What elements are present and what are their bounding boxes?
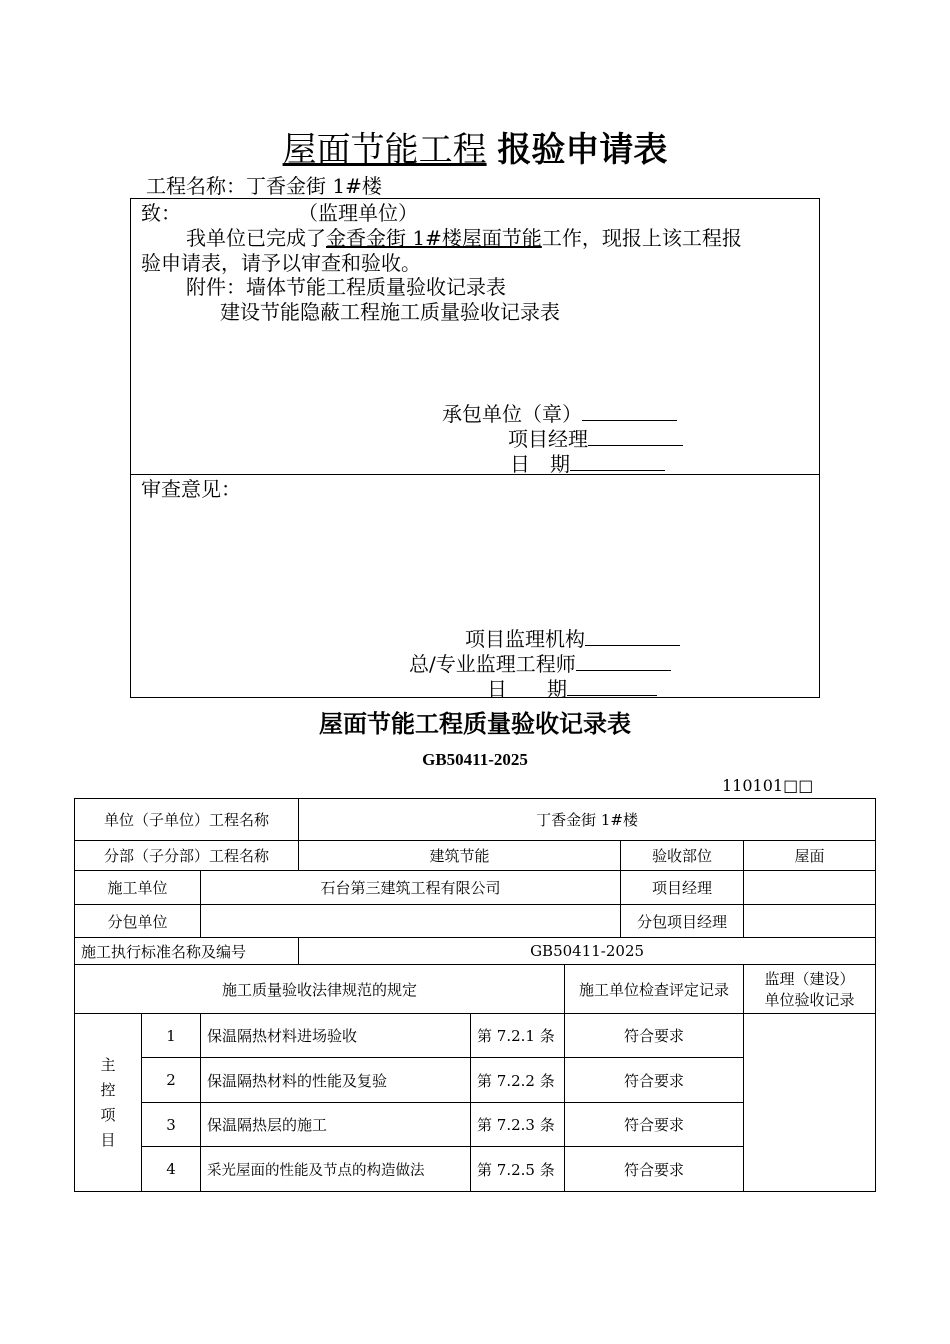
application-body-line2: 验申请表，请予以审查和验收。 [141,251,421,275]
unit-project-label: 单位（子单位）工程名称 [75,799,299,841]
body-work: 金香金街 1#楼屋面节能 [326,226,542,250]
review-label: 审查意见： [141,477,241,501]
form-title-bold: 报验申请表 [497,130,668,170]
contractor-label: 承包单位（章） [442,402,582,426]
table-row [75,799,876,841]
form-title [0,128,950,172]
item-name: 保温隔热材料的性能及复验 [201,1058,471,1103]
sub-project-value: 建筑节能 [299,841,621,871]
pm-blank [588,425,683,446]
table-row [75,871,876,905]
construction-unit-label: 施工单位 [75,871,201,905]
project-name: 工程名称：丁香金街 1#楼 [146,174,382,198]
item-clause: 第 7.2.5 条 [471,1147,565,1192]
subcontractor-value [201,905,621,938]
engineer-label: 总/专业监理工程师 [409,652,576,676]
item-no: 1 [142,1014,201,1058]
table-row [75,938,876,965]
date2-label: 日 期 [487,677,567,701]
unit-project-value: 丁香金街 1#楼 [299,799,876,841]
to-label: 致： [141,201,181,225]
body-prefix: 我单位已完成了 [186,226,326,250]
supervision-org-blank [585,625,680,646]
table-row [75,841,876,871]
pm-label: 项目经理 [508,427,588,451]
item-result: 符合要求 [565,1058,744,1103]
body-suffix: 工作，现报上该工程报 [541,226,742,250]
col-supervision-line2: 单位验收记录 [764,991,855,1009]
construction-unit-value: 石台第三建筑工程有限公司 [201,871,621,905]
item-name: 保温隔热层的施工 [201,1103,471,1147]
supervision-org-signature [465,625,680,651]
item-no: 2 [142,1058,201,1103]
supervision-org-label: 项目监理机构 [465,627,585,651]
date2-blank [567,675,657,696]
table-row [75,1014,876,1058]
item-clause: 第 7.2.2 条 [471,1058,565,1103]
item-clause: 第 7.2.1 条 [471,1014,565,1058]
main-items-char: 目 [100,1130,116,1149]
record-title: 屋面节能工程质量验收记录表 [319,710,631,738]
engineer-signature [409,650,671,676]
main-items-label [75,1014,142,1192]
supervision-record [744,1014,876,1192]
sub-project-label: 分部（子分部）工程名称 [75,841,299,871]
item-name: 保温隔热材料进场验收 [201,1014,471,1058]
item-name: 采光屋面的性能及节点的构造做法 [201,1147,471,1192]
record-code: 110101□□ [722,776,814,795]
contractor-signature [442,400,677,426]
project-manager-label: 项目经理 [621,871,744,905]
exec-standard-value: GB50411-2025 [299,938,876,965]
col-supervision-line1: 监理（建设） [764,970,855,988]
item-result: 符合要求 [565,1103,744,1147]
subcontractor-label: 分包单位 [75,905,201,938]
supervisor-unit: （监理单位） [298,201,418,225]
record-standard: GB50411-2025 [422,750,528,769]
project-manager-value [744,871,876,905]
record-table [74,798,876,1192]
item-result: 符合要求 [565,1147,744,1192]
date-label: 日 期 [510,452,570,476]
item-clause: 第 7.2.3 条 [471,1103,565,1147]
contractor-blank [582,400,677,421]
main-items-char: 主 [100,1055,116,1074]
col-supervision [744,965,876,1014]
pm-signature [508,425,683,451]
sub-pm-label: 分包项目经理 [621,905,744,938]
table-header-row [75,965,876,1014]
attachment-2: 建设节能隐蔽工程施工质量验收记录表 [220,300,560,324]
col-check: 施工单位检查评定记录 [565,965,744,1014]
inspection-part-label: 验收部位 [621,841,744,871]
exec-standard-label: 施工执行标准名称及编号 [75,938,299,965]
main-items-char: 项 [100,1105,116,1124]
form-title-underlined: 屋面节能工程 [282,130,487,170]
engineer-blank [576,650,671,671]
item-result: 符合要求 [565,1014,744,1058]
main-items-char: 控 [100,1080,116,1099]
item-no: 3 [142,1103,201,1147]
application-body-line1 [186,226,742,250]
table-row [75,905,876,938]
inspection-part-value: 屋面 [744,841,876,871]
date-blank [570,450,665,471]
date2-signature [487,675,657,701]
col-rules: 施工质量验收法律规范的规定 [75,965,565,1014]
attachment-1: 附件：墙体节能工程质量验收记录表 [186,275,506,299]
sub-pm-value [744,905,876,938]
item-no: 4 [142,1147,201,1192]
